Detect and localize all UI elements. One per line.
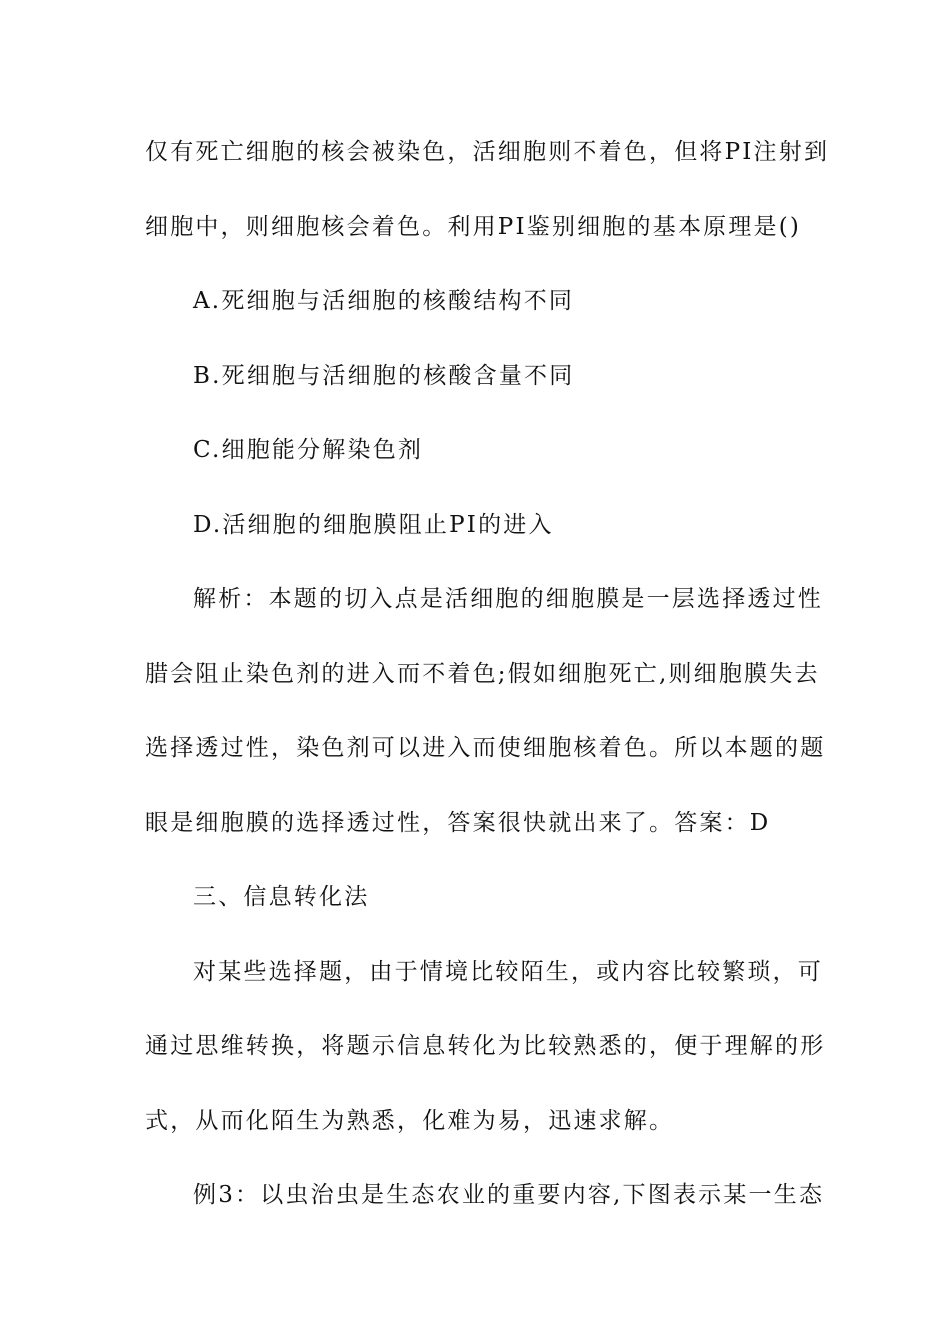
analysis-line: 腊会阻止染色剂的进入而不着色;假如细胞死亡,则细胞膜失去 (145, 661, 820, 687)
paragraph-line: 式，从而化陌生为熟悉，化难为易，迅速求解。 (145, 1108, 675, 1134)
section-heading: 三、信息转化法 (193, 884, 370, 910)
paragraph-line: 仅有死亡细胞的核会被染色，活细胞则不着色，但将PI注射到 (145, 139, 830, 165)
paragraph-line: 对某些选择题，由于情境比较陌生，或内容比较繁琐，可 (193, 959, 823, 985)
paragraph-line: 通过思维转换，将题示信息转化为比较熟悉的，便于理解的形 (145, 1033, 826, 1059)
option-b: B.死细胞与活细胞的核酸含量不同 (193, 363, 575, 389)
paragraph-line: 细胞中，则细胞核会着色。利用PI鉴别细胞的基本原理是() (145, 214, 802, 240)
option-a: A.死细胞与活细胞的核酸结构不同 (193, 288, 575, 314)
option-d: D.活细胞的细胞膜阻止PI的进入 (193, 512, 554, 538)
option-c: C.细胞能分解染色剂 (193, 437, 424, 463)
analysis-line: 选择透过性，染色剂可以进入而使细胞核着色。所以本题的题 (145, 735, 826, 761)
analysis-line: 眼是细胞膜的选择透过性，答案很快就出来了。答案：D (145, 810, 771, 836)
analysis-line: 解析：本题的切入点是活细胞的细胞膜是一层选择透过性 (193, 586, 823, 612)
example-line: 例3：以虫治虫是生态农业的重要内容,下图表示某一生态 (193, 1182, 825, 1208)
